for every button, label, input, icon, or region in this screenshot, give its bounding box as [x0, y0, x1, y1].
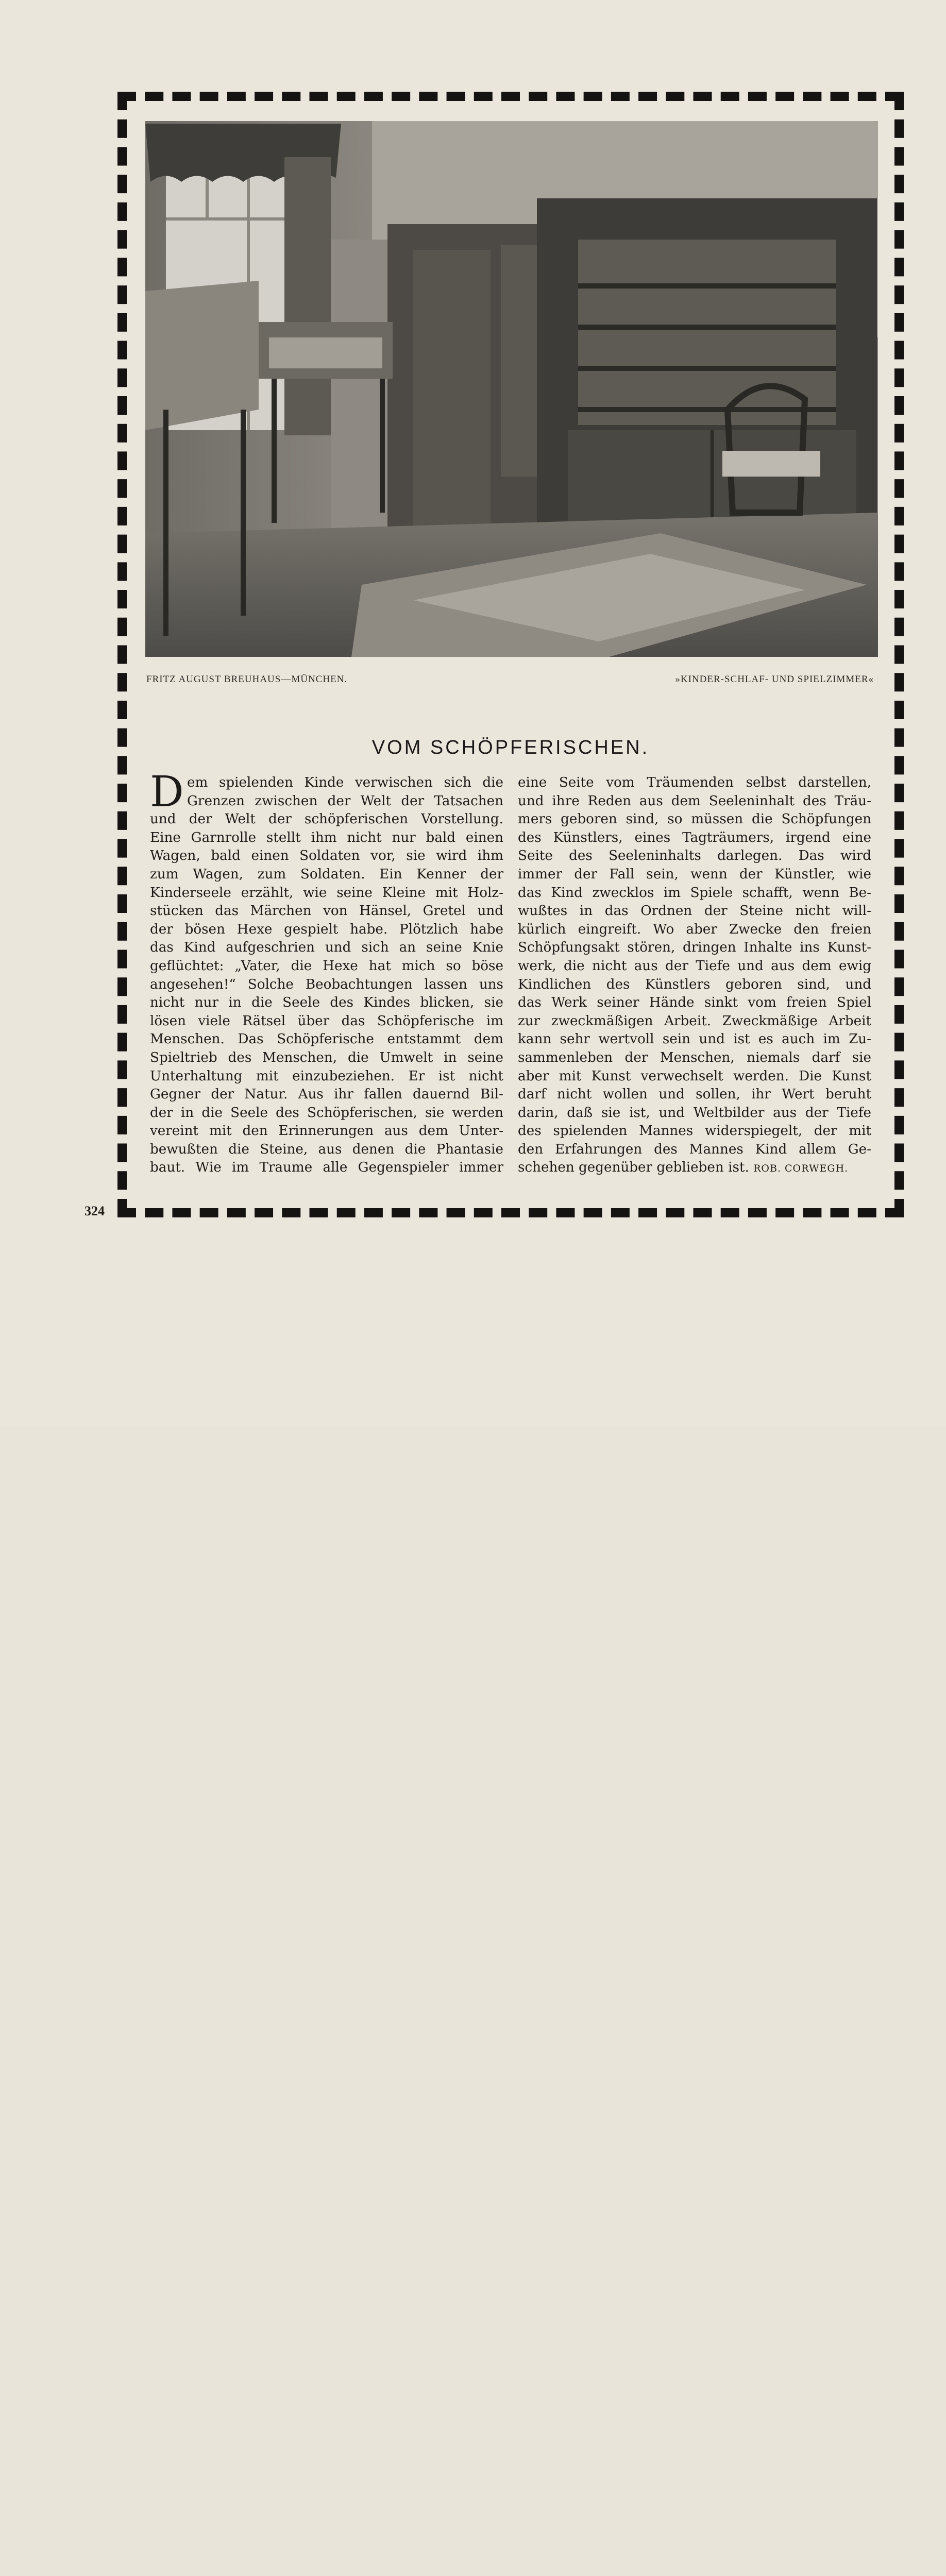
text-line: Wagen, bald einen Soldaten vor, sie wird ihm	[150, 848, 503, 864]
text-line: zum Wagen, zum Soldaten. Ein Kenner der	[150, 866, 503, 882]
text-line: aber mit Kunst verwechselt werden. Die Kunst	[518, 1068, 871, 1084]
footer	[0, 1340, 946, 1427]
text-line: Spieltrieb des Menschen, die Umwelt in seine	[150, 1049, 503, 1065]
text-line: des spielenden Mannes widerspiegelt, der mit	[518, 1123, 871, 1139]
text-line: Unterhaltung mit einzubeziehen. Er ist nicht	[150, 1068, 503, 1084]
page-number: 324	[85, 1204, 105, 1218]
text-line: das Kind aufgeschrien und sich an seine Knie	[150, 940, 503, 956]
text-line: werk, die nicht aus der Tiefe und aus dem ewig	[518, 958, 871, 974]
photo-caption: »KINDER-SCHLAF- UND SPIELZIMMER«	[675, 674, 874, 685]
text-line: kürlich eingreift. Wo aber Zwecke den freien	[518, 921, 871, 937]
text-line: nicht nur in die Seele des Kindes blicken, sie	[150, 995, 503, 1011]
text-line: bewußten die Steine, aus denen die Phantasie	[150, 1141, 503, 1157]
text-line: darf nicht wollen und sollen, ihr Wert beruht	[518, 1087, 871, 1103]
text-line: Gegner der Natur. Aus ihr fallen dauernd Bil-	[150, 1087, 503, 1103]
text-line: kann sehr wertvoll sein und ist es auch im Zu-	[518, 1031, 871, 1047]
interior-photograph	[145, 121, 878, 657]
text-line: Kinderseele erzählt, wie seine Kleine mit Holz-	[150, 885, 503, 901]
article-title: VOM SCHÖPFERISCHEN.	[371, 737, 650, 758]
text-column-right	[518, 774, 871, 1177]
text-line: em spielenden Kinde verwischen sich die	[187, 775, 503, 790]
text-line: und der Welt der schöpferischen Vorstellung.	[150, 811, 503, 827]
text-line: stücken das Märchen von Hänsel, Gretel und	[150, 903, 503, 919]
drop-cap: D	[150, 768, 184, 817]
text-line: sammenleben der Menschen, niemals darf sie	[518, 1049, 871, 1065]
text-line: Grenzen zwischen der Welt der Tatsachen	[187, 793, 503, 809]
text-line: Eine Garnrolle stellt ihm nicht nur bald einen	[150, 829, 503, 845]
text-line: darin, daß sie ist, und Weltbilder aus der Tiefe	[518, 1105, 871, 1121]
text-line-final	[518, 1159, 871, 1177]
text-line: des Künstlers, eines Tagträumers, irgend eine	[518, 829, 871, 845]
text-line: den Erfahrungen des Mannes Kind allem Ge-	[518, 1141, 871, 1157]
text-line: baut. Wie im Traume alle Gegenspieler immer	[150, 1160, 503, 1176]
photo-credit: FRITZ AUGUST BREUHAUS—MÜNCHEN.	[146, 674, 348, 685]
text-line: der bösen Hexe gespielt habe. Plötzlich habe	[150, 921, 503, 937]
final-sentence: schehen gegenüber geblieben ist.	[518, 1160, 754, 1176]
text-line: angesehen!“ Solche Beobachtungen lassen uns	[150, 976, 503, 992]
text-line: das Werk seiner Hände sinkt vom freien Spiel	[518, 995, 871, 1011]
author-signature: ROB. CORWEGH.	[753, 1163, 849, 1175]
text-line: das Kind zwecklos im Spiele schafft, wenn Be-	[518, 885, 871, 901]
text-line: Kindlichen des Künstlers geboren sind, und	[518, 976, 871, 992]
text-line: wußtes in das Ordnen der Steine nicht will-	[518, 903, 871, 919]
text-line: der in die Seele des Schöpferischen, sie werden	[150, 1105, 503, 1121]
text-line: mers geboren sind, so müssen die Schöpfungen	[518, 811, 871, 827]
text-line: lösen viele Rätsel über das Schöpferische im	[150, 1013, 503, 1029]
text-line: Seite des Seeleninhalts darlegen. Das wird	[518, 848, 871, 864]
text-line: geflüchtet: „Vater, die Hexe hat mich so böse	[150, 958, 503, 974]
text-line: vereint mit den Erinnerungen aus dem Unter-	[150, 1123, 503, 1139]
text-line: zur zweckmäßigen Arbeit. Zweckmäßige Arbeit	[518, 1013, 871, 1029]
text-line: Schöpfungsakt stören, dringen Inhalte ins Kunst-	[518, 940, 871, 956]
text-column-left	[150, 768, 503, 1177]
text-line: immer der Fall sein, wenn der Künstler, wie	[518, 866, 871, 882]
text-line: eine Seite vom Träumenden selbst darstellen,	[518, 775, 871, 790]
text-line: Menschen. Das Schöpferische entstammt dem	[150, 1031, 503, 1047]
text-line: und ihre Reden aus dem Seeleninhalt des Träu-	[518, 793, 871, 809]
